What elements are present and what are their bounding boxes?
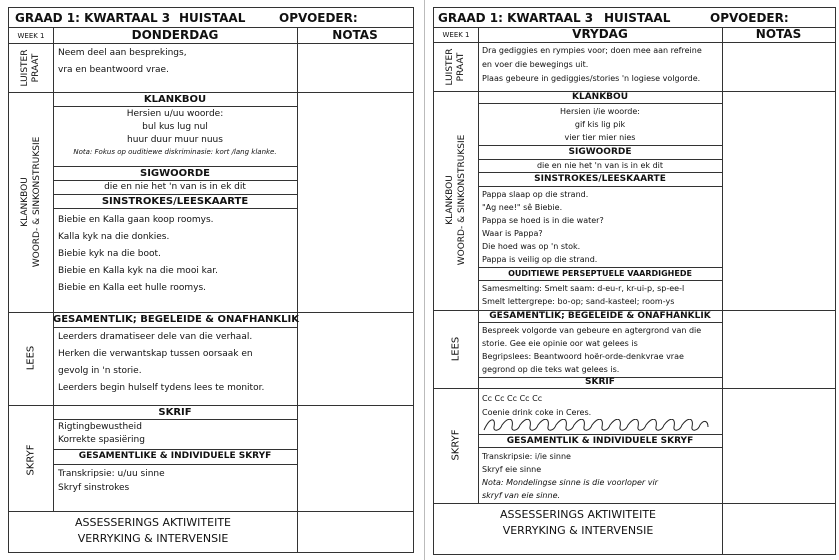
sinstrokes-title: SINSTROKES/LEESKAARTE	[101, 196, 249, 207]
skryf-title-2: GESAMENTLIK & INDIVIDUELE SKRYF	[506, 436, 694, 446]
week-label: WEEK 1	[442, 31, 470, 39]
notes-header: NOTAS	[332, 28, 378, 42]
lees-text: Bespreek volgorde van gebeure en agtergrond van die storie. Gee eie opinie oor wat gelees is Begripslees: Beantwoord hoër-orde-denkvrae vrae gegrond op die teks wat gelees is.	[482, 326, 702, 374]
assessment-footer: ASSESSERINGS AKTIWITEITE VERRYKING & INTERVENSIE	[499, 508, 657, 537]
sigwoorde-words: die en nie het 'n van is in ek dit	[104, 182, 246, 192]
luister-praat-label: LUISTER PRAAT	[20, 49, 41, 87]
day-header: DONDERDAG	[131, 28, 219, 42]
sinstrokes-list: Pappa slaap op die strand. "Ag nee!" sê Biebie. Pappa se hoed is in die water? Waar is Pappa? Die hoed was op 'n stok. Pappa is veilig op die strand.	[482, 190, 604, 264]
sinstrokes-list: Biebie en Kalla gaan koop roomys. Kalla kyk na die donkies. Biebie kyk na die boot. Biebie en Kalla kyk na die mooi kar. Biebie en Kalla eet hulle roomys.	[58, 215, 218, 293]
klankbou-title: KLANKBOU	[572, 92, 628, 102]
sigwoorde-title: SIGWOORDE	[140, 168, 210, 179]
sinstrokes-title: SINSTROKES/LEESKAARTE	[534, 174, 666, 184]
skryf-title-2: GESAMENTLIKE & INDIVIDUELE SKRYF	[78, 451, 272, 461]
page-title: GRAAD 1: KWARTAAL 3	[438, 11, 594, 25]
subject-label: HUISTAAL	[604, 11, 671, 25]
left-page	[8, 7, 414, 553]
educator-label: OPVOEDER:	[279, 11, 358, 25]
ouditiewe-text: Samesmelting: Smelt saam: d-eu-r, kr-ui-p, sp-ee-l Smelt lettergrepe: bo-op; sand-kasteel; room-ys	[482, 284, 685, 306]
ouditiewe-title: OUDITIEWE PERSEPTUELE VAARDIGHEDE	[508, 269, 692, 278]
day-header: VRYDAG	[572, 27, 628, 41]
luister-praat-label: LUISTER PRAAT	[445, 48, 466, 86]
klankbou-side-label: KLANKBOU WOORD- & SINKONSTRUKSIE	[20, 136, 42, 268]
notes-header: NOTAS	[755, 27, 802, 41]
lees-label: LEES	[450, 336, 462, 362]
klankbou-title: KLANKBOU	[143, 94, 207, 105]
lees-title: GESAMENTLIK; BEGELEIDE & ONAFHANKLIK	[489, 311, 711, 321]
educator-label: OPVOEDER:	[710, 11, 789, 25]
luister-text: Dra gediggies en rympies voor; doen mee aan refreine en voer die bewegings uit. Plaas gebeure in gediggies/stories 'n logiese volgorde.	[482, 46, 702, 83]
skryf-label: SKRYF	[25, 444, 37, 476]
subject-label: HUISTAAL	[179, 11, 246, 25]
klankbou-words: Hersien u/uu woorde: bul kus lug nul huur duur muur nuus Nota: Fokus op ouditiewe diskriminasie: kort /lang klanke.	[73, 109, 277, 156]
right-page	[433, 7, 836, 555]
luister-text: Neem deel aan besprekings, vra en beantwoord vrae.	[58, 48, 187, 75]
skrif-title: SKRIF	[585, 377, 615, 387]
week-label: WEEK 1	[17, 32, 45, 40]
klankbou-side-label: KLANKBOU WOORD- & SINKONSTRUKSIE	[445, 134, 467, 266]
skryf-text-2: Transkripsie: i/ie sinne Skryf eie sinne Nota: Mondelingse sinne is die voorloper vir skryf van eie sinne.	[482, 452, 658, 500]
skrif-text: Cc Cc Cc Cc Cc Coenie drink coke in Ceres.	[482, 394, 592, 417]
klankbou-words: Hersien i/ie woorde: gif kis lig pik vier tier mier nies	[560, 107, 640, 142]
lees-label: LEES	[25, 345, 37, 371]
skrif-text: Rigtingbewustheid Korrekte spasiëring	[58, 422, 145, 445]
lees-title: GESAMENTLIK; BEGELEIDE & ONAFHANKLIK	[53, 314, 300, 325]
skryf-text-2: Transkripsie: u/uu sinne Skryf sinstrokes	[58, 469, 165, 493]
sigwoorde-title: SIGWOORDE	[568, 147, 632, 157]
sigwoorde-words: die en nie het 'n van is in ek dit	[536, 161, 664, 170]
cursive-loops-practice	[482, 419, 710, 433]
skrif-title: SKRIF	[158, 407, 192, 418]
lees-text: Leerders dramatiseer dele van die verhaal. Herken die verwantskap tussen oorsaak en gevolg in 'n storie. Leerders begin hulself tydens lees te monitor.	[58, 332, 265, 393]
skryf-label: SKRYF	[450, 429, 462, 461]
assessment-footer: ASSESSERINGS AKTIWITEITE VERRYKING & INTERVENSIE	[74, 516, 232, 545]
page-title: GRAAD 1: KWARTAAL 3	[15, 11, 171, 25]
